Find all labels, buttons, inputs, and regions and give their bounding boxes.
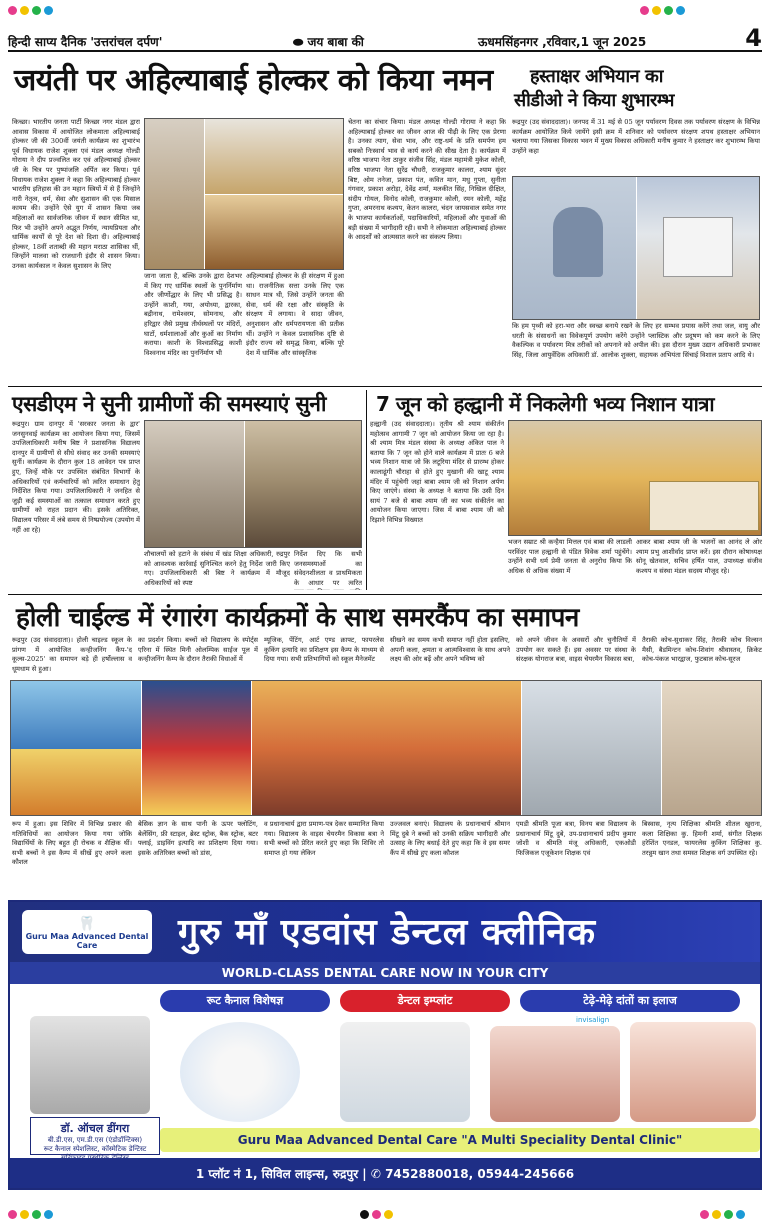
tooth-icon: 🦷 bbox=[78, 916, 96, 932]
ad-tagline: WORLD-CLASS DENTAL CARE NOW IN YOUR CITY bbox=[10, 962, 760, 984]
section-divider bbox=[8, 594, 762, 595]
story4-col3: आकर बाबा श्याम जी के भजनों का आनंद ले ओर श्याम प्रभु आशीर्वाद प्राप्त करें। इस दौरान कोषाध्यक्ष सोनू खेतवाल, सचिव हर्षित पाल, उपाध्यक्ष संजीव कश्यप व संस्था मंडल सदस्य मौजूद रहे। bbox=[636, 538, 762, 575]
color-dot bbox=[676, 6, 685, 15]
color-dot bbox=[8, 6, 17, 15]
story4-photo bbox=[508, 420, 762, 536]
photo-panel bbox=[661, 681, 762, 816]
color-dot bbox=[20, 1210, 29, 1219]
color-dot bbox=[664, 6, 673, 15]
story3-col2: शौचालयों को हटाने के संबंध में खंड शिक्षा अधिकारी, रुद्रपुर को आवश्यक कार्रवाई सुनिश्चित करने हेतु निर्देश जारी किए गए। उपजिलाधिकारी श्री बिष्ट ने कार्यक्रम में मौजूद अधिकारियों को स्पष्ट bbox=[144, 550, 290, 587]
story4-headline: 7 जून को हल्द्वानी में निकलेगी भव्य निशान यात्रा bbox=[376, 392, 715, 416]
photo-banner-shape bbox=[649, 481, 759, 531]
story5-top-col4: सीखने का समय कभी समाप्त नहीं होता इसलिए, अपनी कला, क्षमता व आत्मविश्वास के साथ अपने लक्ष्य की ओर बढ़ें और अपने भविष्य को bbox=[390, 636, 510, 664]
braces-photo bbox=[490, 1026, 620, 1122]
photo-banner-shape bbox=[663, 217, 733, 277]
ad-address-bar: 1 प्लॉट नं 1, सिविल लाइन्स, रुद्रपुर | ✆ 7452880018, 05944-245666 bbox=[10, 1158, 760, 1190]
story5-bot-col5: एमडी श्रीमति पूजा बत्रा, विनय बत्रा विद्यालय के प्रधानाचार्य मिंटू दुबे, उप-प्रधानाचार्य प्रदीप कुमार जोशी व श्रीमति मंजू अधिकारी, एकओडी फिजिकल एजूकेशन शिक्षक एवं bbox=[516, 820, 636, 857]
story5-top-col6: तैराकी कोच-सुधाकर सिंह, तैराकी कोच विल्सन मैसी, बैडमिन्टन कोच-शिवांग श्रीवास्तव, क्रिकेट कोच-पंकज भारद्वाज, फुटबाल कोच-सूरज bbox=[642, 636, 762, 664]
section-divider bbox=[8, 386, 762, 387]
photo-panel bbox=[141, 681, 251, 816]
ad-logo bbox=[22, 910, 152, 954]
newspaper-name: हिन्दी साप्य दैनिक 'उत्तरांचल दर्पण' bbox=[8, 35, 163, 49]
dental-clinic-ad bbox=[8, 900, 762, 1190]
photo-panel bbox=[521, 681, 661, 816]
story1-headline: जयंती पर अहिल्याबाई होल्कर को किया नमन bbox=[14, 63, 493, 98]
bottom-left-color-dots bbox=[8, 1210, 53, 1219]
photo-panel bbox=[205, 119, 344, 195]
color-dot bbox=[700, 1210, 709, 1219]
implant-illustration bbox=[180, 1022, 300, 1122]
color-dot bbox=[652, 6, 661, 15]
color-dot bbox=[372, 1210, 381, 1219]
color-dot bbox=[724, 1210, 733, 1219]
color-dot bbox=[44, 6, 53, 15]
doctor-degree: बी.डी.एस, एम.डी.एस (एंडोडॉन्टिक्स) bbox=[47, 1136, 143, 1144]
ad-slogan: Guru Maa Advanced Dental Care "A Multi Speciality Dental Clinic" bbox=[160, 1128, 760, 1152]
tooth-illustration bbox=[340, 1022, 470, 1122]
invisalign-label: invisalign bbox=[576, 1016, 610, 1024]
story2-photo bbox=[512, 176, 760, 320]
color-dot bbox=[32, 6, 41, 15]
story5-bot-col3: व प्रधानाचार्य द्वारा प्रमाण-पत्र देकर सम्मानित किया गया। विद्यालय के वाइस चेयरमैन विकास बत्रा ने सभी बच्चों को प्रेरित करते हुए कहा कि शिविर तो समाप्त हो गया लेकिन bbox=[264, 820, 384, 857]
color-dot bbox=[44, 1210, 53, 1219]
doctor-name: डॉ. ऑचल डींगरा bbox=[60, 1122, 130, 1135]
ad-service-root-canal: रूट कैनाल विशेषज्ञ bbox=[160, 990, 330, 1012]
story5-bot-col4: उज्जवल बनाएं। विद्यालय के प्रधानाचार्य श्रीमान मिंटू दुबे ने बच्चों को उनकी सक्रिय भागीदारी और उत्साह के लिए बधाई देते हुए कहा कि वे इस समर कैंप में सीखे हुए कला कौशल bbox=[390, 820, 510, 857]
color-dot bbox=[360, 1210, 369, 1219]
color-dot bbox=[8, 1210, 17, 1219]
doctor-card bbox=[30, 1117, 160, 1155]
story1-col2: जाना जाता है, बल्कि उनके द्वारा देशभर में किए गए धार्मिक स्थलों के पुनर्निर्माण और जीर्णोद्धार के लिए भी प्रसिद्ध है। उन्होंने काशी, गया, अयोध्या, द्वारका, बद्रीनाथ, रामेश्वरम, सोमनाथ, और हरिद्वार जैसे प्रमुख तीर्थस्थलों पर मंदिरों, घाटों, धर्मशालाओं और कुओं का निर्माण कराया। काशी के विश्वप्रसिद्ध काशी विश्वनाथ मंदिर का पुनर्निर्माण भी bbox=[144, 272, 242, 357]
photo-panel bbox=[11, 749, 141, 816]
ad-logo-text: Guru Maa Advanced Dental Care bbox=[25, 932, 149, 950]
color-dot bbox=[32, 1210, 41, 1219]
story2-headline-line1: हस्ताक्षर अभियान का bbox=[530, 66, 663, 87]
story2-body: कि हम पृथ्वी को हरा-भरा और स्वच्छ बनाये रखने के लिए हर सम्भव प्रयास करेंगे तथा जल, वायु और धरती के संसाधनों का विवेकपूर्ण उपयोग करेंगे उन्होंने प्लास्टिक और प्रदूषण को कम करने के लिए वैकल्पिक व पर्यावरण मित्र तरीकों को अपनाने को अपील की। इस दौरान मुख्य उद्यान अधिकारी प्रभाकर सिंह, जिला आयुर्वेदिक अधिकारी डॉ. आलोक शुक्ला, सहायक अभियंता सिंचाई विशाल प्रताप आदि थे। bbox=[512, 322, 760, 359]
story2-headline-line2: सीडीओ ने किया शुभारम्भ bbox=[514, 90, 674, 111]
story2-intro: रूद्रपुर (उद संवाददाता)। जनपद में 31 मई से 05 जून पर्यावरण दिवस तक पर्यावरण संरक्षण के विभिन्न कार्यक्रम आयोजित किये जायेंगे इसी क्रम में शनिवार को पर्यावरण संरक्षण शपथ हस्ताक्षर अभियान चलाया गया जिसका विकास भवन में मुख्य विकास अधिकारी मनीष कुमार ने हस्ताक्षर कर शुभारम्भ किया उन्होंने कहा bbox=[512, 118, 760, 155]
bottom-center-color-dots bbox=[360, 1210, 393, 1219]
story5-bot-col1: रूप में हुआ। इस शिविर में विभिन्न प्रकार की गतिविधियों का आयोजन किया गया जोकि विद्यार्थियों के लिए बहुत ही रोचक व शैक्षिक थीं। सभी बच्चों ने इस कैम्प में सीखें हुए अपने कला कौशल bbox=[12, 820, 132, 867]
story3-photo bbox=[144, 420, 362, 548]
logo-icon: ⬬ bbox=[293, 35, 308, 49]
photo-panel bbox=[11, 681, 141, 749]
top-left-color-dots bbox=[8, 6, 53, 15]
color-dot bbox=[20, 6, 29, 15]
doctor-photo bbox=[30, 1016, 150, 1114]
story1-photo bbox=[144, 118, 344, 270]
story1-col3: अहिल्याबाई होल्कर के ही संरक्षण में हुआ था। राजनीतिक सत्ता उनके लिए एक साधन मात्र थी, जिसे उन्होंने जनता की सेवा, धर्म की रक्षा और संस्कृति के संरक्षण में लगाया। वे सादा जीवन, अनुशासन और धर्मपरायणता की प्रतीक थीं। उन्होंने न केवल प्रशासनिक दृष्टि से इंदौर राज्य को समृद्ध किया, बल्कि पूरे देश में धार्मिक और सांस्कृतिक bbox=[246, 272, 344, 357]
bottom-right-color-dots bbox=[700, 1210, 745, 1219]
column-divider bbox=[366, 390, 367, 590]
story4-col2: भजन सम्राट श्री कन्हैया मित्तल एवं बाबा की लाडली परविंदर पाल हल्द्वानी से पंडित विवेक शर्मा पहुंचेंगे। उन्होंने सभी धर्म प्रेमी जनता से अनुरोध किया कि अधिक से अधिक संख्या में bbox=[508, 538, 632, 575]
photo-panel bbox=[145, 421, 245, 548]
page-number: 4 bbox=[745, 24, 762, 52]
masthead bbox=[8, 24, 762, 52]
photo-person-shape bbox=[553, 207, 603, 277]
story5-bot-col6: बिस्वास, नृत्य शिक्षिका श्रीमति शीतल खुराना, कला शिक्षिका कु. हिमनी शर्मा, संगीत शिक्षक हरेशिंत एनडल, फायरलेस कुकिंग शिक्षिका कु. तरन्नुम खान तथा समस्त शिक्षक वर्ग उपस्थित रहे। bbox=[642, 820, 762, 857]
smile-photo bbox=[630, 1022, 756, 1122]
ad-service-implant: डेन्टल इम्प्लांट bbox=[340, 990, 510, 1012]
story5-top-col1: रूद्रपुर (उद संवाददाता)। होली चाइल्ड स्कूल के प्रांगण में आयोजित कन्हीजनिंग कैंप-'द कूल्स-2025' का समापन बड़े ही हर्षोल्लास व धूमधाम से हुआ। bbox=[12, 636, 132, 673]
story3-col3: निर्देश दिए कि सभी जनसमस्याओं का संवेदनशीलता व प्राथमिकता के आधार पर त्वरित bbox=[294, 550, 362, 587]
story3-col1: रूद्रपुर। ग्राम दानपुर में 'सरकार जनता के द्वार' जनसुनवाई कार्यक्रम का आयोजन किया गया, जिसमें उपजिलाधिकारी मनीष बिष्ट ने प्रशासनिक विद्यालय दानपुर में ग्रामीणों से सीधे संवाद कर उनकी समस्याएं सुनीं। कार्यक्रम के दौरान कुल 18 आवेदन पत्र प्राप्त हुए, जिन्हें मौके पर उपस्थित संबंधित विभागों के अधिकारियों एवं कर्मचारियों को त्वरित समाधान हेतु निर्देशित किया गया। उपजिलाधिकारी ने जनहित से जुड़ी कई समस्याओं का तत्काल समाधान करते हुए ग्रामीणों को राहत प्रदान की। इसके अतिरिक्त, विद्यालय परिसर में लंबे समय से निष्प्रयोज्य (उपयोग में नहीं आ रहे) bbox=[12, 420, 140, 534]
color-dot bbox=[712, 1210, 721, 1219]
story5-top-col2: का प्रदर्शन किया। बच्चों को विद्यालय के स्पोर्ट्स एरिना में स्थित मिनी ओलम्पिक साईज पूल में कन्हीजनिंग कैम्प के दौरान तैराकी विधाओं में bbox=[138, 636, 258, 664]
photo-panel bbox=[251, 681, 521, 816]
story5-photo-strip bbox=[10, 680, 762, 816]
color-dot bbox=[384, 1210, 393, 1219]
story4-col1: हल्द्वानी (उद संवाददाता)। तृतीय श्री श्याम संकीर्तन महोत्सव आगामी 7 जून को आयोजन किया जा रहा है। श्री श्याम मित्र मंडल संस्था के अध्यक्ष अंकित पाल ने बताया कि 7 जून को होने वाले कार्यक्रम में प्रातः 6 बजे भव्य निशान यात्रा जो कि लटूरिया मंदिर से प्रारम्भ होकर कालाढूंगी चौराहा से होते हुए मुखानी की खाटू श्याम मंदिर में पहुंचेगी जहां बाबा श्याम जी को निशान अर्पण किए जाएंगे। संस्था के अध्यक्ष ने बताया कि उसी दिन सायं 7 बजे से बाबा श्याम जी का भव्य संकीर्तन का आयोजन किया जाएगा। जिस में बाबा श्याम जी को रिझाने विभिन्न विख्यात bbox=[370, 420, 504, 524]
ad-title: गुरु माँ एडवांस डेन्टल क्लीनिक bbox=[178, 912, 597, 953]
story3-headline: एसडीएम ने सुनी ग्रामीणों की समस्याएं सुनी bbox=[12, 392, 326, 416]
ad-service-braces: टेढ़े-मेढ़े दांतों का इलाज bbox=[520, 990, 740, 1012]
photo-panel bbox=[145, 119, 205, 270]
masthead-date: ऊधमसिंहनगर ,रविवार,1 जून 2025 bbox=[478, 35, 647, 49]
doctor-title: रूट कैनाल स्पेशलिस्ट, कॉस्मेटिक डेन्टिस्ट bbox=[43, 1145, 147, 1153]
color-dot bbox=[736, 1210, 745, 1219]
top-right-color-dots bbox=[640, 6, 685, 15]
story5-bot-col2: बेसिक ज्ञान के साथ पानी के ऊपर फ्लोटिंग, बेलेंसिंग, फ्री स्टाइल, ब्रेस्ट स्ट्रोक, बैक स्ट्रोक, बटर फ्लाई, डाइविंग इत्यादि का प्रशिक्षण दिया गया। इसके अतिरिक्त बच्चों को डांस, bbox=[138, 820, 258, 857]
photo-panel bbox=[205, 195, 344, 270]
color-dot bbox=[640, 6, 649, 15]
story5-top-col5: को अपने जीवन के अवसरों और चुनौतियों में उपयोग कर सकते हैं। इस अवसर पर संस्था के संरक्षक योगराज बत्रा, वाइस चेयरमैन विकास बत्रा, bbox=[516, 636, 636, 664]
story1-col1: किच्छा। भारतीय जनता पार्टी किच्छा नगर मंडल द्वारा आवास विकास में आयोजित लोकमाता अहिल्याबाई होल्कर जी की 300वीं जयंती कार्यक्रम का शुभारंभ पूर्व विधायक राजेश शुक्ला एवं मंडल अध्यक्ष गोल्डी गोराया ने दीप प्रज्वलित कर एवं अहिल्याबाई होल्कर जी के चित्र पर पुष्पांजलि अर्पित कर किया। पूर्व विधायक राजेश शुक्ला ने कहा कि अहिल्याबाई होल्कर भारतीय इतिहास की उन महान स्त्रियों में से हैं जिन्होंने नारी नेतृत्व, धर्म, सेवा और सुशासन की एक मिसाल कायम की। उन्होंने ऐसे युग में शासन किया जब महिलाओं का सार्वजनिक जीवन में स्थान सीमित था, फिर भी उन्होंने अपने अद्भुत निर्णय, न्यायप्रियता और धार्मिक कार्यों से पूरे देश को दिशा दी। अहिल्याबाई होल्कर, 18वीं शताब्दी की महान मराठा शासिका थीं, जिन्होंने मालवा को राजधानी इंदौर से शासन किया। उनका कार्यकाल न केवल सुशासन के लिए bbox=[12, 118, 140, 270]
story5-headline: होली चाईल्ड में रंगारंग कार्यक्रमों के साथ समरकैंप का समापन bbox=[16, 603, 579, 633]
story1-col4: चेतना का संचार किया। मंडल अध्यक्ष गोल्डी गोराया ने कहा कि अहिल्याबाई होल्कर का जीवन आज की पीढ़ी के लिए एक प्रेरणा है। उनका त्याग, सेवा भाव, और राष्ट्र-धर्म के प्रति समर्पण हम सबको निःस्वार्थ भाव से कार्य करने की सीख देता है। कार्यक्रम में वरिष्ठ भाजपा नेता ठाकुर संजीव सिंह, मंडल महामंत्री मुकेश कोली, वरिष्ठ भाजपा नेता सुरेंद्र चौधरी, राजकुमार कालरा, श्याम सुंदर बिष्ट, ओम तनेजा, प्रकाश पंत, कवित मान, मधु गुप्ता, सुनीता गंगवार, प्रकाश अरोड़ा, देवेंद्र शर्मा, मलकीत सिंह, निखिल दीक्षित, संदीप गोयल, विनोद कोली, राजकुमार कोली, रमन कोली, महेंद्र गुप्ता, अमरनाथ कश्यप, केतन कालरा, चंदन जायसवाल समेत नगर के भाजपा कार्यकर्ताओं, पदाधिकारियों, महिलाओं और युवाओं की बड़ी संख्या में भागीदारी रही। सभी ने लोकमाता अहिल्याबाई होल्कर के आदर्शों को आत्मसात करने का संकल्प लिया। bbox=[348, 118, 506, 242]
story5-top-col3: म्यूजिक, पेंटिंग, आर्ट एण्ड क्राफ्ट, फायरलेस कुकिंग इत्यादि का प्रशिक्षण इस कैम्प के माध्यम से दिया गया। सभी प्रतिभागियों को स्कूल मैनेजमेंट bbox=[264, 636, 384, 664]
masthead-slogan: ⬬ जय बाबा की bbox=[293, 35, 364, 49]
